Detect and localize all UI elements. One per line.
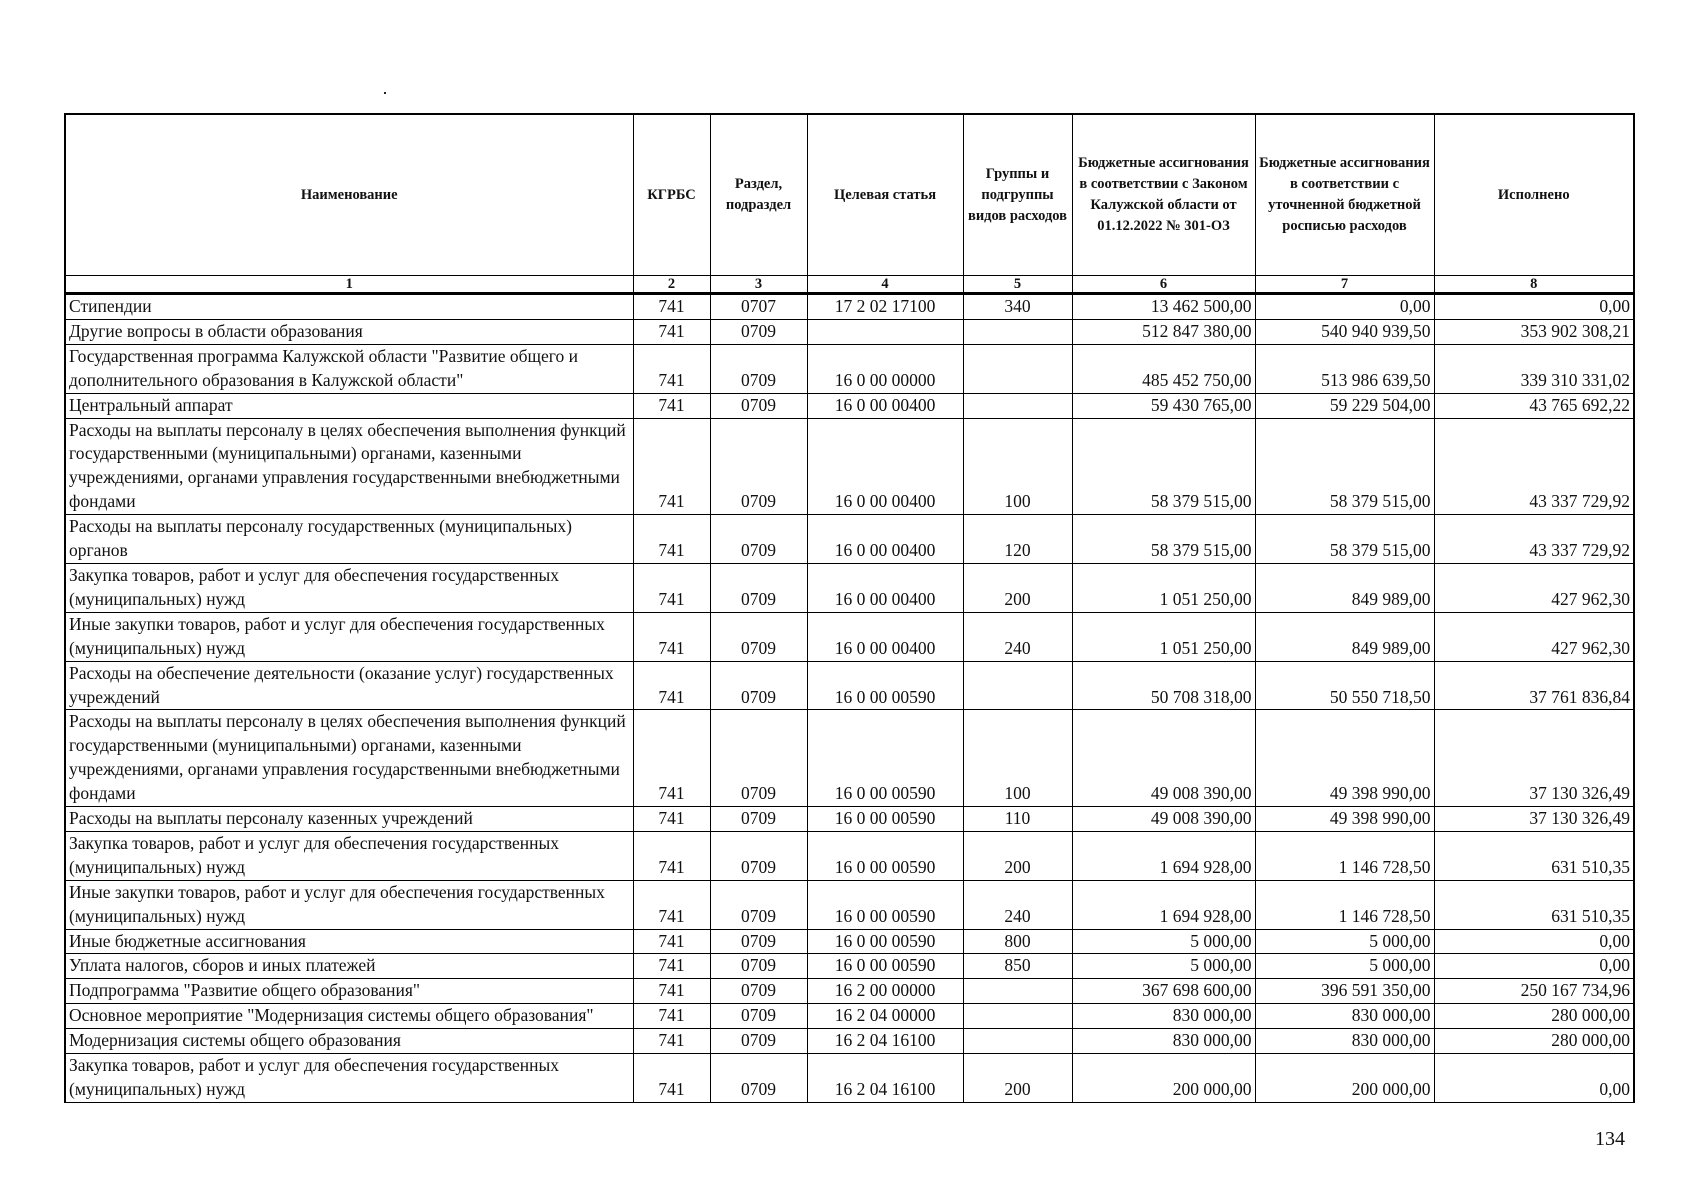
row-kgrbs: 741 xyxy=(633,515,710,564)
row-target-article: 16 2 04 00000 xyxy=(807,1004,963,1029)
row-name: Другие вопросы в области образования xyxy=(65,319,633,344)
row-name: Закупка товаров, работ и услуг для обеспечения государственных (муниципальных) нужд xyxy=(65,1054,633,1103)
row-kgrbs: 741 xyxy=(633,319,710,344)
table-row xyxy=(65,1054,1634,1103)
page-number: 134 xyxy=(1595,1128,1625,1150)
row-name: Расходы на выплаты персоналу в целях обеспечения выполнения функций государственными (муниципальными) органами, казенными учреждениями, органами управления государственными внебюджетными фондами xyxy=(65,418,633,515)
row-target-article: 16 0 00 00400 xyxy=(807,515,963,564)
row-plan-amount: 200 000,00 xyxy=(1255,1054,1434,1103)
row-target-article: 16 0 00 00000 xyxy=(807,344,963,393)
header-name: Наименование xyxy=(65,114,633,276)
row-razdel: 0709 xyxy=(710,1029,807,1054)
header-razdel: Раздел, подраздел xyxy=(710,114,807,276)
table-row xyxy=(65,929,1634,954)
row-law-amount: 367 698 600,00 xyxy=(1072,979,1255,1004)
row-target-article: 16 2 04 16100 xyxy=(807,1029,963,1054)
row-kgrbs: 741 xyxy=(633,954,710,979)
table-row xyxy=(65,418,1634,515)
row-executed-amount: 43 337 729,92 xyxy=(1434,418,1634,515)
table-row xyxy=(65,661,1634,710)
row-plan-amount: 830 000,00 xyxy=(1255,1004,1434,1029)
row-executed-amount: 0,00 xyxy=(1434,929,1634,954)
row-name: Центральный аппарат xyxy=(65,393,633,418)
column-number: 3 xyxy=(710,276,807,294)
row-executed-amount: 250 167 734,96 xyxy=(1434,979,1634,1004)
column-number: 6 xyxy=(1072,276,1255,294)
row-name: Подпрограмма "Развитие общего образования" xyxy=(65,979,633,1004)
row-kgrbs: 741 xyxy=(633,831,710,880)
row-razdel: 0709 xyxy=(710,319,807,344)
row-executed-amount: 43 337 729,92 xyxy=(1434,515,1634,564)
row-name: Расходы на выплаты персоналу в целях обеспечения выполнения функций государственными (муниципальными) органами, казенными учреждениями, органами управления государственными внебюджетными фондами xyxy=(65,710,633,807)
row-plan-amount: 849 989,00 xyxy=(1255,563,1434,612)
row-law-amount: 5 000,00 xyxy=(1072,929,1255,954)
table-row xyxy=(65,319,1634,344)
row-expense-group: 200 xyxy=(963,831,1072,880)
row-executed-amount: 339 310 331,02 xyxy=(1434,344,1634,393)
row-kgrbs: 741 xyxy=(633,929,710,954)
row-target-article: 16 0 00 00590 xyxy=(807,880,963,929)
row-executed-amount: 427 962,30 xyxy=(1434,612,1634,661)
row-razdel: 0709 xyxy=(710,880,807,929)
row-plan-amount: 49 398 990,00 xyxy=(1255,710,1434,807)
row-name: Иные закупки товаров, работ и услуг для обеспечения государственных (муниципальных) нужд xyxy=(65,880,633,929)
row-executed-amount: 280 000,00 xyxy=(1434,1004,1634,1029)
row-name: Иные бюджетные ассигнования xyxy=(65,929,633,954)
row-executed-amount: 353 902 308,21 xyxy=(1434,319,1634,344)
row-expense-group: 850 xyxy=(963,954,1072,979)
table-row xyxy=(65,612,1634,661)
row-expense-group xyxy=(963,319,1072,344)
row-law-amount: 1 694 928,00 xyxy=(1072,831,1255,880)
column-number: 7 xyxy=(1255,276,1434,294)
row-target-article: 16 0 00 00400 xyxy=(807,563,963,612)
column-number: 8 xyxy=(1434,276,1634,294)
row-plan-amount: 1 146 728,50 xyxy=(1255,880,1434,929)
row-target-article xyxy=(807,319,963,344)
table-body xyxy=(65,294,1634,1103)
row-law-amount: 1 694 928,00 xyxy=(1072,880,1255,929)
row-law-amount: 200 000,00 xyxy=(1072,1054,1255,1103)
row-law-amount: 830 000,00 xyxy=(1072,1029,1255,1054)
row-law-amount: 49 008 390,00 xyxy=(1072,807,1255,832)
row-law-amount: 5 000,00 xyxy=(1072,954,1255,979)
table-row xyxy=(65,807,1634,832)
row-kgrbs: 741 xyxy=(633,563,710,612)
row-name: Расходы на выплаты персоналу казенных учреждений xyxy=(65,807,633,832)
row-law-amount: 512 847 380,00 xyxy=(1072,319,1255,344)
row-kgrbs: 741 xyxy=(633,807,710,832)
row-target-article: 16 0 00 00590 xyxy=(807,831,963,880)
row-target-article: 16 0 00 00400 xyxy=(807,612,963,661)
row-plan-amount: 830 000,00 xyxy=(1255,1029,1434,1054)
table-row xyxy=(65,880,1634,929)
table-row xyxy=(65,1029,1634,1054)
row-kgrbs: 741 xyxy=(633,393,710,418)
row-plan-amount: 49 398 990,00 xyxy=(1255,807,1434,832)
row-expense-group xyxy=(963,979,1072,1004)
row-plan-amount: 58 379 515,00 xyxy=(1255,418,1434,515)
column-number-row xyxy=(65,276,1634,294)
row-law-amount: 1 051 250,00 xyxy=(1072,612,1255,661)
table-row xyxy=(65,979,1634,1004)
row-kgrbs: 741 xyxy=(633,979,710,1004)
row-razdel: 0709 xyxy=(710,831,807,880)
row-kgrbs: 741 xyxy=(633,1029,710,1054)
row-expense-group xyxy=(963,344,1072,393)
row-target-article: 16 0 00 00590 xyxy=(807,661,963,710)
row-razdel: 0709 xyxy=(710,515,807,564)
row-expense-group: 240 xyxy=(963,612,1072,661)
header-row xyxy=(65,114,1634,276)
row-plan-amount: 50 550 718,50 xyxy=(1255,661,1434,710)
table-row xyxy=(65,563,1634,612)
table-row xyxy=(65,294,1634,320)
row-name: Стипендии xyxy=(65,294,633,320)
row-expense-group: 200 xyxy=(963,563,1072,612)
row-plan-amount: 0,00 xyxy=(1255,294,1434,320)
row-law-amount: 485 452 750,00 xyxy=(1072,344,1255,393)
row-expense-group xyxy=(963,1004,1072,1029)
row-law-amount: 58 379 515,00 xyxy=(1072,418,1255,515)
row-plan-amount: 513 986 639,50 xyxy=(1255,344,1434,393)
budget-table xyxy=(64,113,1635,1103)
row-razdel: 0709 xyxy=(710,612,807,661)
row-razdel: 0709 xyxy=(710,1054,807,1103)
row-expense-group: 340 xyxy=(963,294,1072,320)
row-expense-group: 100 xyxy=(963,418,1072,515)
row-executed-amount: 37 130 326,49 xyxy=(1434,710,1634,807)
row-target-article: 16 0 00 00590 xyxy=(807,807,963,832)
row-law-amount: 830 000,00 xyxy=(1072,1004,1255,1029)
row-executed-amount: 427 962,30 xyxy=(1434,563,1634,612)
row-law-amount: 13 462 500,00 xyxy=(1072,294,1255,320)
row-kgrbs: 741 xyxy=(633,344,710,393)
row-kgrbs: 741 xyxy=(633,1004,710,1029)
row-razdel: 0709 xyxy=(710,929,807,954)
row-plan-amount: 5 000,00 xyxy=(1255,929,1434,954)
row-law-amount: 59 430 765,00 xyxy=(1072,393,1255,418)
header-target-article: Целевая статья xyxy=(807,114,963,276)
row-razdel: 0709 xyxy=(710,418,807,515)
table-row xyxy=(65,954,1634,979)
column-number: 5 xyxy=(963,276,1072,294)
row-razdel: 0709 xyxy=(710,393,807,418)
row-expense-group: 240 xyxy=(963,880,1072,929)
row-target-article: 16 0 00 00590 xyxy=(807,929,963,954)
row-expense-group xyxy=(963,661,1072,710)
table-row xyxy=(65,515,1634,564)
row-expense-group xyxy=(963,393,1072,418)
row-target-article: 16 0 00 00590 xyxy=(807,710,963,807)
row-target-article: 17 2 02 17100 xyxy=(807,294,963,320)
row-target-article: 16 2 00 00000 xyxy=(807,979,963,1004)
column-number: 2 xyxy=(633,276,710,294)
row-law-amount: 58 379 515,00 xyxy=(1072,515,1255,564)
row-razdel: 0709 xyxy=(710,710,807,807)
row-kgrbs: 741 xyxy=(633,710,710,807)
row-name: Закупка товаров, работ и услуг для обеспечения государственных (муниципальных) нужд xyxy=(65,831,633,880)
row-expense-group: 110 xyxy=(963,807,1072,832)
header-executed: Исполнено xyxy=(1434,114,1634,276)
row-name: Расходы на выплаты персоналу государственных (муниципальных) органов xyxy=(65,515,633,564)
row-law-amount: 1 051 250,00 xyxy=(1072,563,1255,612)
row-executed-amount: 0,00 xyxy=(1434,294,1634,320)
row-expense-group xyxy=(963,1029,1072,1054)
column-number: 1 xyxy=(65,276,633,294)
row-expense-group: 800 xyxy=(963,929,1072,954)
row-kgrbs: 741 xyxy=(633,418,710,515)
header-revised-allocation: Бюджетные ассигнования в соответствии с уточненной бюджетной росписью расходов xyxy=(1255,114,1434,276)
row-razdel: 0709 xyxy=(710,807,807,832)
row-razdel: 0707 xyxy=(710,294,807,320)
row-plan-amount: 5 000,00 xyxy=(1255,954,1434,979)
table-row xyxy=(65,710,1634,807)
header-law-allocation: Бюджетные ассигнования в соответствии с Законом Калужской области от 01.12.2022 № 301-ОЗ xyxy=(1072,114,1255,276)
row-target-article: 16 0 00 00590 xyxy=(807,954,963,979)
row-name: Расходы на обеспечение деятельности (оказание услуг) государственных учреждений xyxy=(65,661,633,710)
row-name: Основное мероприятие "Модернизация системы общего образования" xyxy=(65,1004,633,1029)
row-name: Государственная программа Калужской области "Развитие общего и дополнительного образования в Калужской области" xyxy=(65,344,633,393)
row-razdel: 0709 xyxy=(710,563,807,612)
row-name: Закупка товаров, работ и услуг для обеспечения государственных (муниципальных) нужд xyxy=(65,563,633,612)
row-plan-amount: 1 146 728,50 xyxy=(1255,831,1434,880)
row-executed-amount: 280 000,00 xyxy=(1434,1029,1634,1054)
row-razdel: 0709 xyxy=(710,1004,807,1029)
row-kgrbs: 741 xyxy=(633,294,710,320)
row-expense-group: 120 xyxy=(963,515,1072,564)
row-name: Иные закупки товаров, работ и услуг для обеспечения государственных (муниципальных) нужд xyxy=(65,612,633,661)
row-razdel: 0709 xyxy=(710,954,807,979)
row-plan-amount: 849 989,00 xyxy=(1255,612,1434,661)
row-plan-amount: 396 591 350,00 xyxy=(1255,979,1434,1004)
row-razdel: 0709 xyxy=(710,661,807,710)
row-executed-amount: 0,00 xyxy=(1434,954,1634,979)
row-target-article: 16 0 00 00400 xyxy=(807,418,963,515)
row-expense-group: 100 xyxy=(963,710,1072,807)
row-kgrbs: 741 xyxy=(633,612,710,661)
row-executed-amount: 631 510,35 xyxy=(1434,831,1634,880)
column-number: 4 xyxy=(807,276,963,294)
row-executed-amount: 0,00 xyxy=(1434,1054,1634,1103)
row-executed-amount: 631 510,35 xyxy=(1434,880,1634,929)
row-kgrbs: 741 xyxy=(633,1054,710,1103)
row-executed-amount: 37 130 326,49 xyxy=(1434,807,1634,832)
row-plan-amount: 58 379 515,00 xyxy=(1255,515,1434,564)
row-law-amount: 49 008 390,00 xyxy=(1072,710,1255,807)
row-razdel: 0709 xyxy=(710,979,807,1004)
row-name: Модернизация системы общего образования xyxy=(65,1029,633,1054)
row-law-amount: 50 708 318,00 xyxy=(1072,661,1255,710)
table-row xyxy=(65,393,1634,418)
row-plan-amount: 59 229 504,00 xyxy=(1255,393,1434,418)
table-row xyxy=(65,831,1634,880)
row-executed-amount: 43 765 692,22 xyxy=(1434,393,1634,418)
row-expense-group: 200 xyxy=(963,1054,1072,1103)
scan-speck xyxy=(384,92,386,94)
header-expense-group: Группы и подгруппы видов расходов xyxy=(963,114,1072,276)
table-row xyxy=(65,1004,1634,1029)
row-razdel: 0709 xyxy=(710,344,807,393)
row-kgrbs: 741 xyxy=(633,661,710,710)
row-target-article: 16 0 00 00400 xyxy=(807,393,963,418)
row-executed-amount: 37 761 836,84 xyxy=(1434,661,1634,710)
header-kgrbs: КГРБС xyxy=(633,114,710,276)
row-kgrbs: 741 xyxy=(633,880,710,929)
row-target-article: 16 2 04 16100 xyxy=(807,1054,963,1103)
row-plan-amount: 540 940 939,50 xyxy=(1255,319,1434,344)
row-name: Уплата налогов, сборов и иных платежей xyxy=(65,954,633,979)
table-row xyxy=(65,344,1634,393)
